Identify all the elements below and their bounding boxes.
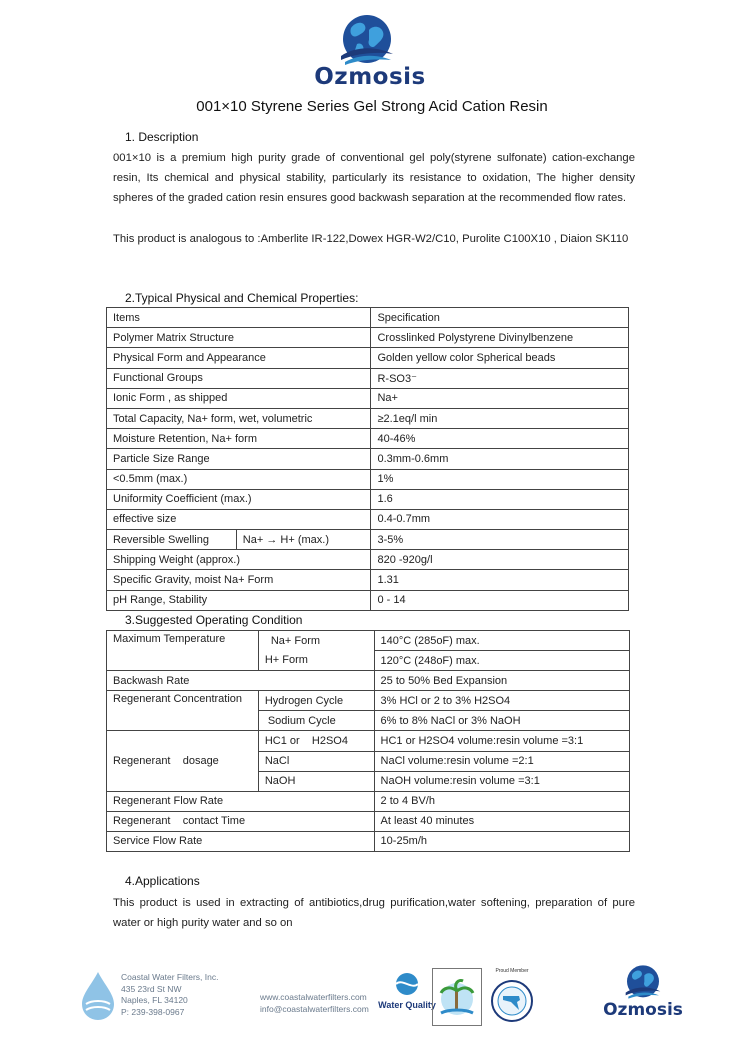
table-header-row [107, 308, 629, 328]
row-spec: 40-46% [371, 429, 629, 449]
row-spec: 140°C (285oF) max. [374, 631, 629, 651]
table-row [107, 631, 630, 651]
ozmosis-footer-logo [596, 963, 690, 1023]
table-row [107, 691, 630, 711]
row-item: Shipping Weight (approx.) [107, 550, 371, 570]
row-spec: 820 -920g/l [371, 550, 629, 570]
row-item: Functional Groups [107, 368, 371, 388]
row-item: Uniformity Coefficient (max.) [107, 489, 371, 509]
table-row [107, 489, 629, 509]
globe-icon [337, 12, 397, 68]
table-row [107, 550, 629, 570]
proud-member-label: Proud Member [495, 968, 529, 974]
table-row [107, 590, 629, 610]
description-paragraph: 001×10 is a premium high purity grade of conventional gel poly(styrene sulfonate) cation-exchange resin, Its chemical and physical stability, particularly its resistance to oxidation, The higher density spheres of the graded cation resin ensures good backwash separation at the recommended flow rates. [113, 152, 635, 204]
company-phone: P: 239-398-0967 [121, 1006, 185, 1017]
table-row-swelling [107, 530, 629, 550]
ozmosis-logo [300, 10, 440, 92]
row-item: Maximum Temperature [107, 631, 259, 671]
row-item: Regenerant Concentration [107, 691, 259, 731]
table-row [107, 408, 629, 428]
company-street: 435 23rd St NW [121, 983, 182, 994]
table-row [107, 570, 629, 590]
header-specification: Specification [371, 308, 629, 328]
row-item: Moisture Retention, Na+ form [107, 429, 371, 449]
properties-table [106, 307, 629, 611]
row-spec: 3-5% [371, 530, 629, 550]
row-spec: 3% HCl or 2 to 3% H2SO4 [374, 691, 629, 711]
row-spec: R-SO3⁻ [371, 368, 629, 388]
row-subitem: NaCl [258, 751, 374, 771]
row-subitem: Sodium Cycle [258, 711, 374, 731]
table-row [107, 509, 629, 529]
row-spec: 120°C (248oF) max. [374, 651, 629, 671]
row-subitem: H+ Form [258, 651, 374, 671]
table-row [107, 449, 629, 469]
section-heading-properties: 2.Typical Physical and Chemical Properties: [125, 291, 359, 305]
section-heading-description: 1. Description [125, 130, 199, 144]
row-item: Polymer Matrix Structure [107, 328, 371, 348]
table-row [107, 348, 629, 368]
row-subitem: Na+ Form [258, 631, 374, 651]
association-badge [432, 968, 482, 1026]
row-item: <0.5mm (max.) [107, 469, 371, 489]
water-drop-icon [78, 970, 118, 1022]
table-row [107, 469, 629, 489]
row-item: Particle Size Range [107, 449, 371, 469]
water-quality-badge [378, 968, 436, 1026]
row-spec: ≥2.1eq/l min [371, 408, 629, 428]
row-item: Regenerant dosage [107, 731, 259, 791]
row-spec: 1.31 [371, 570, 629, 590]
table-row [107, 671, 630, 691]
row-spec: 6% to 8% NaCl or 3% NaOH [374, 711, 629, 731]
row-spec: 2 to 4 BV/h [374, 791, 629, 811]
header-items: Items [107, 308, 371, 328]
contact-links [260, 992, 369, 1015]
row-item: Backwash Rate [107, 671, 375, 691]
company-city: Naples, FL 34120 [121, 995, 188, 1005]
email-link[interactable]: info@coastalwaterfilters.com [260, 1003, 369, 1014]
row-spec: 1.6 [371, 489, 629, 509]
row-spec: At least 40 minutes [374, 811, 629, 831]
row-spec: NaOH volume:resin volume =3:1 [374, 771, 629, 791]
row-item: Ionic Form , as shipped [107, 388, 371, 408]
row-item: effective size [107, 509, 371, 529]
row-item: Regenerant contact Time [107, 811, 375, 831]
table-row [107, 831, 630, 851]
website-link[interactable]: www.coastalwaterfilters.com [260, 992, 367, 1002]
row-spec: Golden yellow color Spherical beads [371, 348, 629, 368]
table-row [107, 731, 630, 751]
table-row [107, 368, 629, 388]
row-spec: Crosslinked Polystyrene Divinylbenzene [371, 328, 629, 348]
brand-name: Ozmosis [314, 64, 426, 90]
row-subitem: Hydrogen Cycle [258, 691, 374, 711]
operating-conditions-table [106, 630, 630, 852]
water-quality-icon [378, 968, 436, 1026]
table-row [107, 328, 629, 348]
section-heading-operating: 3.Suggested Operating Condition [125, 613, 303, 627]
applications-paragraph: This product is used in extracting of antibiotics,drug purification,water softening, preparation of pure water or high purity water and so on [113, 897, 635, 929]
row-spec: HC1 or H2SO4 volume:resin volume =3:1 [374, 731, 629, 751]
row-item: Specific Gravity, moist Na+ Form [107, 570, 371, 590]
analogous-products-paragraph: This product is analogous to :Amberlite IR-122,Dowex HGR-W2/C10, Purolite C100X10 , Diaion SK110 [113, 233, 629, 245]
table-row [107, 388, 629, 408]
proud-member-badge [489, 968, 535, 1026]
section-heading-applications: 4.Applications [125, 874, 200, 888]
florida-seal-icon [489, 976, 535, 1026]
row-item: Service Flow Rate [107, 831, 375, 851]
row-subitem: Na+ → H+ (max.) [236, 530, 371, 550]
row-spec: 1% [371, 469, 629, 489]
badge-water-quality-text: Water Quality [378, 1000, 436, 1010]
row-item: Physical Form and Appearance [107, 348, 371, 368]
row-spec: 25 to 50% Bed Expansion [374, 671, 629, 691]
row-spec: 0 - 14 [371, 590, 629, 610]
row-subitem: NaOH [258, 771, 374, 791]
row-spec: 10-25m/h [374, 831, 629, 851]
row-subitem: HC1 or H2SO4 [258, 731, 374, 751]
row-item: Regenerant Flow Rate [107, 791, 375, 811]
table-row [107, 429, 629, 449]
row-spec: 0.4-0.7mm [371, 509, 629, 529]
row-item: Total Capacity, Na+ form, wet, volumetric [107, 408, 371, 428]
company-name: Coastal Water Filters, Inc. [121, 972, 219, 982]
table-row [107, 791, 630, 811]
table-row [107, 811, 630, 831]
brand-name-footer: Ozmosis [603, 1000, 683, 1020]
palm-tree-icon [433, 969, 481, 1025]
row-spec: Na+ [371, 388, 629, 408]
row-spec: NaCl volume:resin volume =2:1 [374, 751, 629, 771]
globe-icon [623, 963, 663, 1001]
document-title: 001×10 Styrene Series Gel Strong Acid Cation Resin [196, 98, 548, 115]
row-item: Reversible Swelling [107, 530, 237, 550]
row-spec: 0.3mm-0.6mm [371, 449, 629, 469]
row-item: pH Range, Stability [107, 590, 371, 610]
